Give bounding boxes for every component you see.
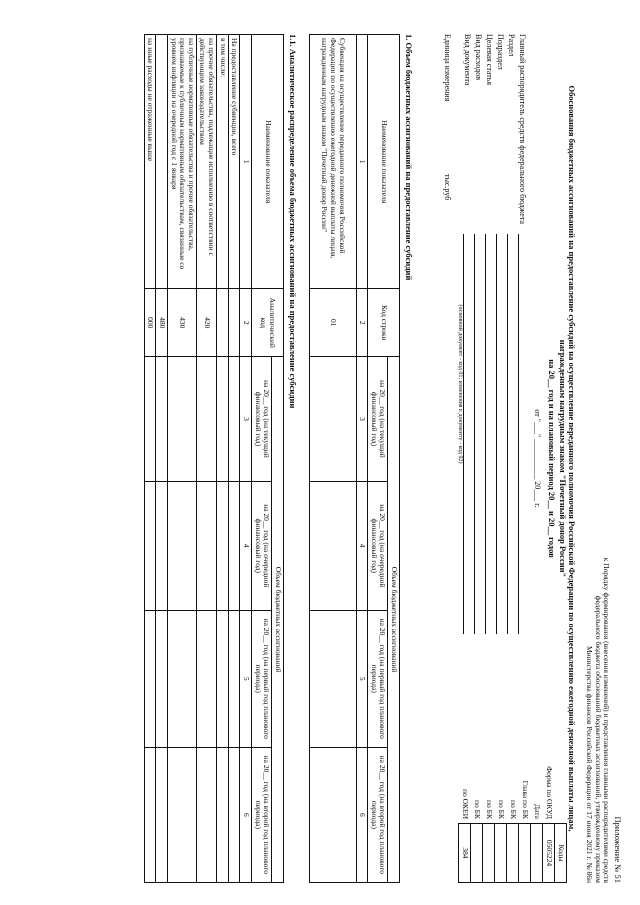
table-row: [217, 35, 229, 883]
s2-col-number: 2: [240, 289, 252, 357]
s1-header-name: Наименование показателя: [368, 35, 400, 289]
s2-row-code: 420: [196, 289, 216, 357]
code-value: [494, 824, 506, 883]
code-value: [482, 824, 494, 883]
field-line: [463, 234, 473, 634]
field-label: Главный распорядитель средств федерального бюджета: [518, 34, 528, 224]
s1-cell: [309, 610, 356, 747]
s2-row-name: на публичные нормативные обязательства и прочие обязательства, признаваемые к публичным нормативным обязательствам, связанные со уровнем инфляции на очередной год с 1 января: [167, 35, 196, 289]
unit-value: тыс.руб: [442, 174, 452, 201]
code-label: Глава по БК: [520, 780, 530, 819]
s2-header-col: на 20__ год (на первый год планового периода): [251, 610, 271, 747]
code-label: Форма по ОКУД: [544, 766, 554, 819]
s1-header-col: на 20__ год (на первый год планового периода): [368, 610, 388, 747]
field-row: [463, 34, 474, 634]
s2-header-col: на 20__ год (на очередной финансовый год): [251, 481, 271, 610]
s2-cell: [167, 357, 196, 482]
s1-row-name: Субвенция на осуществление переданного полномочия Российской Федерации по осуществлению ежегодной денежной выплаты лицам, награжденным нагрудным знаком "Почетный донор России": [309, 35, 356, 289]
s2-row-name: [156, 35, 168, 289]
unit-label: Единица измерения: [442, 34, 452, 102]
s1-col-number: 3: [356, 357, 368, 482]
s2-col-number: 3: [240, 357, 252, 482]
s2-header-group: Объем бюджетных ассигнований: [272, 357, 284, 883]
s2-cell: [228, 357, 240, 482]
s2-row-name: На предоставление субвенции, всего: [228, 35, 240, 289]
document-date: от "___" __________ 20___ г.: [533, 409, 543, 508]
s1-cell: [309, 357, 356, 482]
s2-cell: [196, 747, 216, 882]
s2-cell: [228, 610, 240, 747]
s2-header-name: Наименование показателя: [251, 35, 283, 289]
code-value: [530, 824, 542, 883]
s2-header-col: на 20__ год (на второй год планового периода): [251, 747, 271, 882]
s2-cell: [217, 610, 229, 747]
s1-col-number: 4: [356, 481, 368, 610]
s2-cell: [217, 481, 229, 610]
s2-cell: [144, 610, 156, 747]
field-label: Целевая статья: [485, 34, 495, 86]
field-line: [518, 234, 528, 634]
s2-cell: [156, 610, 168, 747]
section2-title: 1.1. Аналитическое распределение объема бюджетных ассигнований на предоставление субсидии: [287, 34, 298, 409]
table-row: [167, 35, 196, 883]
s2-cell: [217, 357, 229, 482]
s1-row-code: 01: [309, 289, 356, 357]
s2-header-code: Аналитический код: [251, 289, 283, 357]
field-line: [485, 234, 495, 634]
s2-row-name: на иные расходы не отраженные выше: [144, 35, 156, 289]
document-title: Обоснования бюджетных ассигнований на предоставление субсидий на осуществление переданного полномочия Российской Федерации по осуществлению ежегодной денежной выплаты лицам, награжденным нагрудным знаком "Почетный донор России": [557, 85, 578, 832]
s1-col-number: 5: [356, 610, 368, 747]
code-label: по БК: [508, 800, 518, 819]
s2-col-number: 4: [240, 481, 252, 610]
s1-col-number: 6: [356, 747, 368, 882]
code-label: по БК: [496, 800, 506, 819]
s2-cell: [217, 747, 229, 882]
code-label: по БК: [484, 800, 494, 819]
s2-cell: [228, 481, 240, 610]
codes-table: [458, 763, 567, 883]
code-value: [506, 824, 518, 883]
field-line: [474, 234, 484, 634]
s2-col-number: 5: [240, 610, 252, 747]
codes-header: Коды: [554, 824, 566, 883]
field-label: Вид расходов: [474, 34, 484, 80]
section1-table: [309, 34, 401, 883]
s2-row-name: на прочие обязательства, подлежащие исполнению в соответствии с действующим законодательством: [196, 35, 216, 289]
s2-row-code: 430: [167, 289, 196, 357]
code-value: [518, 824, 530, 883]
appendix-note: к Порядку формирования (внесения изменений) и представления главными распорядителями средств федерального бюджета обоснований бюджетных ассигнований, утвержденному приказом Министерства финансов Российской Федерации от 17 июня 2021 г. № 86н: [584, 557, 612, 883]
s1-cell: [309, 747, 356, 882]
table-row: [144, 35, 156, 883]
s2-cell: [156, 747, 168, 882]
s1-col-number: 1: [356, 35, 368, 289]
code-value: 0505224: [542, 824, 554, 883]
s1-header-code: Код строки: [368, 289, 400, 357]
s2-cell: [167, 610, 196, 747]
s2-header-col: на 20__ год (на текущий финансовый год): [251, 357, 271, 482]
okei-value: 384: [458, 824, 470, 883]
s1-header-group: Объем бюджетных ассигнований: [388, 357, 400, 883]
s1-header-col: на 20__ год (на второй год планового периода): [368, 747, 388, 882]
s2-cell: [144, 357, 156, 482]
s1-header-col: на 20__ год (на текущий финансовый год): [368, 357, 388, 482]
s2-cell: [167, 481, 196, 610]
document-subtitle: на 20__ год и на плановый период 20__ и 20__ годов: [546, 359, 557, 558]
table-row: [196, 35, 216, 883]
s2-cell: [156, 357, 168, 482]
s2-col-number: 1: [240, 35, 252, 289]
code-label: Дата: [532, 804, 542, 819]
s1-col-number: 2: [356, 289, 368, 357]
table-row: [309, 35, 356, 883]
s2-cell: [144, 481, 156, 610]
unit-row: [443, 34, 452, 634]
okei-label: по ОКЕИ: [460, 788, 470, 819]
appendix-label: Приложение № 51: [613, 816, 623, 883]
s2-row-code: [217, 289, 229, 357]
s2-cell: [144, 747, 156, 882]
field-label: Раздел: [507, 34, 517, 57]
section2-table: [144, 34, 284, 883]
s1-cell: [309, 481, 356, 610]
field-label: Подраздел: [496, 34, 506, 70]
s2-row-code: 000: [144, 289, 156, 357]
s2-cell: [228, 747, 240, 882]
field-line: [507, 234, 517, 634]
document-type-hint: (основной документ - код 01; изменения к документу - код 02): [456, 304, 463, 464]
code-value: [470, 824, 482, 883]
s2-cell: [156, 481, 168, 610]
field-row: [485, 34, 496, 634]
s2-cell: [196, 357, 216, 482]
field-label: Вид документа: [463, 34, 473, 86]
s2-cell: [167, 747, 196, 882]
header-fields: [443, 34, 529, 634]
field-row: [507, 34, 518, 634]
field-row: [474, 34, 485, 634]
code-label: по БК: [472, 800, 482, 819]
field-line: [496, 234, 506, 634]
s2-cell: [196, 610, 216, 747]
s1-header-col: на 20__ год (на очередной финансовый год): [368, 481, 388, 610]
table-row: [156, 35, 168, 883]
field-row: [496, 34, 507, 634]
s2-row-code: 480: [156, 289, 168, 357]
table-row: [228, 35, 240, 883]
section1-title: 1. Объем бюджетных ассигнований на предоставление субсидий: [403, 34, 414, 281]
s2-cell: [196, 481, 216, 610]
s2-row-name: в том числе:: [217, 35, 229, 289]
field-row: [518, 34, 529, 634]
s2-col-number: 6: [240, 747, 252, 882]
s2-row-code: [228, 289, 240, 357]
